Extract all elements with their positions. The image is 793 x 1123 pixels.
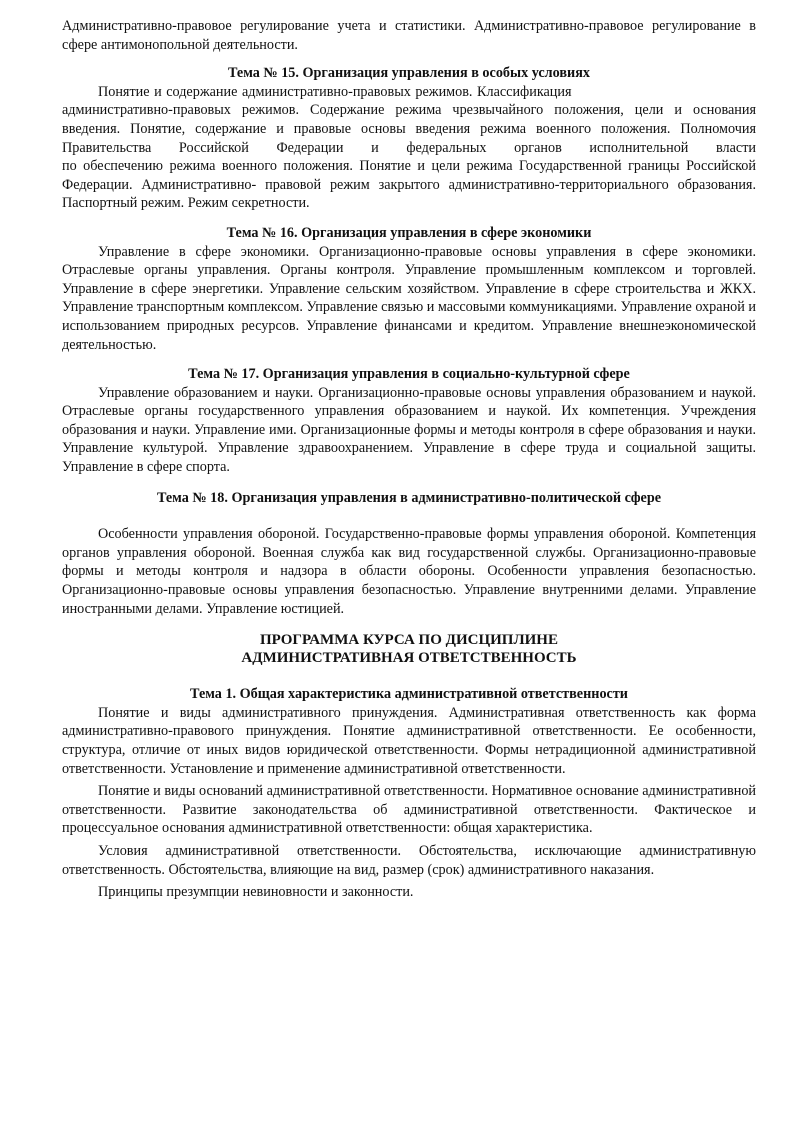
program-topic-1-paragraph-4: Принципы презумпции невиновности и законности. [98,884,414,901]
program-topic-1-paragraph-3: Условия административной ответственности. Обстоятельства, исключающие административную ответственность. Обстоятельства, влияющие на вид, размер (срок) административного наказания. [62,842,756,878]
program-topic-1-paragraph-1: Понятие и виды административного принуждения. Административная ответственность как форма административно-правового принуждения. Понятие административной ответственности. Ее особенности, структура, отличие от иных видов юридической ответственности. Формы нетрадиционной административной ответственности. Установление и применение административной ответственности. [62,704,756,777]
program-topic-1-paragraph-2: Понятие и виды оснований административной ответственности. Нормативное основание административной ответственности. Развитие законодательства об административной ответственности. Фактическое и процессуальное основания административной ответственности: общая характеристика. [62,783,756,837]
document-page [62,17,756,902]
topic-15-paragraph-1: Понятие и содержание административно-правовых режимов. Классификация [98,83,572,100]
topic-15-title: Тема № 15. Организация управления в особых условиях [227,65,590,82]
program-topic-1-title: Тема 1. Общая характеристика административной ответственности [190,686,628,703]
topic-15-paragraph-2: административно-правовых режимов. Содержание режима чрезвычайного положения, цели и основания введения. Понятие, содержание и правовые основы введения режима военного положения. Полномочия Правительства Российской Федерации и федеральных органов исполнительной власти [62,102,756,156]
topic-17-title: Тема № 17. Организация управления в социально-культурной сфере [188,366,630,383]
program-title-line-2: АДМИНИСТРАТИВНАЯ ОТВЕТСТВЕННОСТЬ [241,650,577,667]
topic-17-paragraph-1: Управление образованием и науки. Организационно-правовые основы управления образованием и наукой. Отраслевые органы государственного управления образованием и наукой. Их компетенция. Учреждения образования и науки. Управление ими. Организационные формы и методы контроля в сфере образования и науки. Управление культурой. Управление здравоохранением. Управление в сфере труда и социальной защиты. Управление в сфере спорта. [62,384,756,476]
topic-18-title: Тема № 18. Организация управления в административно-политической сфере [156,489,662,506]
program-title-line-1: ПРОГРАММА КУРСА ПО ДИСЦИПЛИНЕ [260,632,558,649]
topic-16-title: Тема № 16. Организация управления в сфере экономики [226,224,592,241]
topic-18-paragraph-1: Особенности управления обороной. Государственно-правовые формы управления обороной. Компетенция органов управления обороной. Военная служба как вид государственной службы. Организационно-правовые формы и методы контроля и надзора в области обороны. Особенности управления безопасностью. Организационно-правовые основы управления безопасностью. Управление внутренними делами. Управление иностранными делами. Управление юстицией. [62,526,756,617]
intro-paragraph: Административно-правовое регулирование учета и статистики. Административно-правовое регулирование в сфере антимонопольной деятельности. [62,18,756,53]
topic-16-paragraph-1: Управление в сфере экономики. Организационно-правовые основы управления в сфере экономики. Отраслевые органы управления. Органы контроля. Управление промышленным комплексом и торговлей. Управление в сфере энергетики. Управление сельским хозяйством. Управление в сфере строительства и ЖКХ. Управление транспортным комплексом. Управление связью и массовыми коммуникациями. Управление охраной и использованием природных ресурсов. Управление финансами и кредитом. Управление внешнеэкономической деятельностью. [62,243,756,353]
topic-15-paragraph-3: по обеспечению режима военного положения. Понятие и цели режима Государственной границы Российской Федерации. Административно- правовой режим закрытого административно-территориального образования. Паспортный режим. Режим секретности. [62,158,756,212]
